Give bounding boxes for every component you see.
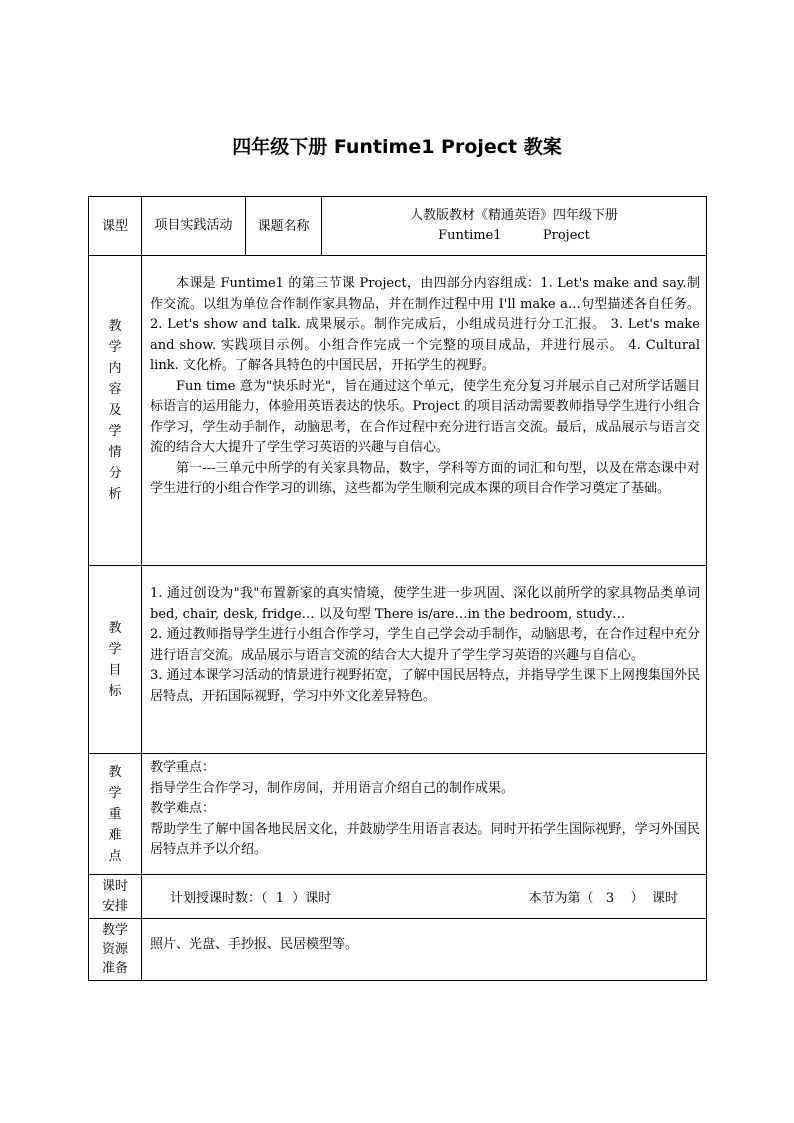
- course-type-value: 项目实践活动: [142, 197, 246, 256]
- focus-text: 指导学生合作学习，制作房间，并用语言介绍自己的制作成果。: [150, 780, 515, 796]
- difficulty-text: 帮助学生了解中国各地民居文化，并鼓励学生用语言表达。同时开拓学生国际视野，学习外国民居特点并予以介绍。: [150, 821, 700, 857]
- schedule-content: [142, 875, 707, 919]
- analysis-paragraph: 本课是 Funtime1 的第三节课 Project，由四部分内容组成：1. Let's make and say.制作交流。以组为单位合作制作家具物品，并在制作过程中用 I'll make a…句型描述各自任务。2. Let's show and talk. 成果展示。制作完成后，小组成员进行分工汇报。 3. Let's make and show. 实践项目示例。小组合作完成一个完整的项目成品，并进行展示。 4. Cultural link. 文化桥。了解各具特色的中国民居，开拓学生的视野。: [150, 276, 700, 373]
- page-title: 四年级下册 Funtime1 Project 教案: [232, 136, 562, 158]
- objective-item: 1. 通过创设为"我"布置新家的真实情境，使学生进一步巩固、深化以前所学的家具物品类单词 bed, chair, desk, fridge… 以及句型 There is/are…in the bedroom, study…: [150, 586, 700, 622]
- objective-item: 3. 通过本课学习活动的情景进行视野拓宽，了解中国民居特点，并指导学生课下上网搜集国外民居特点，开拓国际视野，学习中外文化差异特色。: [150, 668, 700, 704]
- current-hour: 本节为第（ 3 ） 课时: [528, 891, 678, 906]
- resources-content: [142, 919, 707, 981]
- keypoints-content: [142, 754, 707, 875]
- row-keypoints: [89, 754, 707, 875]
- label-topic-name: 课题名称: [246, 197, 322, 256]
- label-resources: 教学 资源 准备: [89, 919, 142, 981]
- label-keypoints: 教 学 重 难 点: [89, 754, 142, 875]
- topic-line-1: 人教版教材《精通英语》四年级下册: [409, 208, 618, 223]
- difficulty-title: 教学难点：: [150, 801, 216, 816]
- focus-title: 教学重点：: [150, 760, 216, 775]
- label-course-type: 课型: [89, 197, 142, 256]
- lesson-plan-table: [88, 196, 707, 981]
- resources-text: 照片、光盘、手抄报、民居模型等。: [150, 937, 359, 952]
- objectives-content: [142, 566, 707, 754]
- row-schedule: [89, 875, 707, 919]
- objective-item: 2. 通过教师指导学生进行小组合作学习，学生自己学会动手制作，动脑思考，在合作过程中充分进行语言交流。成品展示与语言交流的结合大大提升了学生学习英语的兴趣与自信心。: [150, 627, 700, 663]
- analysis-paragraph: Fun time 意为"快乐时光"，旨在通过这个单元，使学生充分复习并展示自己对所学话题目标语言的运用能力，体验用英语表达的快乐。Project 的项目活动需要教师指导学生进行小组合作学习，学生动手制作，动脑思考，在合作过程中充分进行语言交流。最后，成品展示与语言交流的结合大大提升了学生学习英语的兴趣与自信心。: [150, 378, 700, 455]
- planned-hours: 计划授课时数：（ 1 ）课时: [170, 891, 332, 906]
- row-course-type: [89, 197, 707, 256]
- row-resources: [89, 919, 707, 981]
- row-analysis: [89, 256, 707, 566]
- analysis-content: [142, 256, 707, 566]
- label-objectives: 教 学 目 标: [89, 566, 142, 754]
- label-schedule: 课时 安排: [89, 875, 142, 919]
- row-objectives: [89, 566, 707, 754]
- topic-value: [322, 197, 707, 256]
- label-analysis: 教 学 内 容 及 学 情 分 析: [89, 256, 142, 566]
- topic-line-2: Funtime1 Project: [438, 228, 590, 243]
- analysis-paragraph: 第一---三单元中所学的有关家具物品，数字，学科等方面的词汇和句型，以及在常态课中对学生进行的小组合作学习的训练，这些都为学生顺利完成本课的项目合作学习奠定了基础。: [150, 460, 700, 496]
